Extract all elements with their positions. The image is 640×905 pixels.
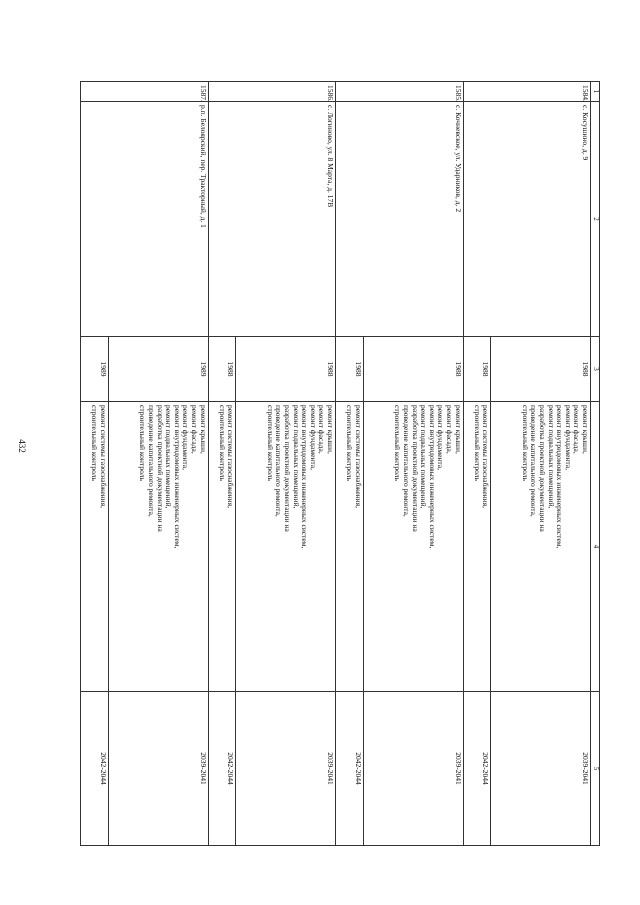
work-item: строительный контроль <box>472 405 482 481</box>
work-item: ремонт системы газоснабжения, <box>353 405 363 509</box>
period-cell: 2042-2044 <box>463 692 491 846</box>
table-row <box>363 82 463 846</box>
year-cell: 1988 <box>363 337 463 402</box>
repair-schedule-table <box>80 81 600 846</box>
work-item: ремонт фундамента, <box>436 405 446 470</box>
work-item: ремонт фасада, <box>317 405 327 454</box>
work-item: ремонт подвальных помещений, <box>546 405 556 509</box>
work-item: ремонт фасада, <box>189 405 199 454</box>
column-number-3: 3 <box>591 337 600 402</box>
work-item: ремонт системы газоснабжения, <box>226 405 236 509</box>
work-item: ремонт подвальных помещений, <box>291 405 301 509</box>
row-number: 1585. <box>336 82 463 102</box>
work-item: проведение капитального ремонта, <box>146 405 156 517</box>
work-item: ремонт крыши, <box>326 405 336 454</box>
period-cell: 2042-2044 <box>81 692 109 846</box>
work-item: строительный контроль <box>138 405 148 481</box>
period-cell: 2039-2041 <box>491 692 591 846</box>
work-item: ремонт крыши, <box>453 405 463 454</box>
work-item: разработка проектной документации на <box>410 405 420 532</box>
work-item: ремонт фасада, <box>572 405 582 454</box>
address-cell: с. Кочневское, ул. Ударников, д. 2 <box>336 102 463 337</box>
work-item: разработка проектной документации на <box>283 405 293 532</box>
work-item: ремонт системы газоснабжения, <box>481 405 491 509</box>
works-cell <box>108 402 208 692</box>
year-cell: 1988 <box>236 337 336 402</box>
column-number-row <box>591 82 600 846</box>
period-cell: 2039-2041 <box>236 692 336 846</box>
period-cell: 2042-2044 <box>208 692 236 846</box>
work-item: ремонт системы газоснабжения, <box>98 405 108 509</box>
work-item: ремонт подвальных помещений, <box>164 405 174 509</box>
period-cell: 2039-2041 <box>108 692 208 846</box>
table-row <box>108 82 208 846</box>
works-cell <box>336 402 364 692</box>
works-cell <box>363 402 463 692</box>
work-item: строительный контроль <box>393 405 403 481</box>
period-cell: 2042-2044 <box>336 692 364 846</box>
works-cell <box>208 402 236 692</box>
housing-repair-table-sheet <box>80 81 600 845</box>
table-row <box>236 82 336 846</box>
work-item: проведение капитального ремонта, <box>401 405 411 517</box>
year-cell: 1988 <box>336 337 364 402</box>
work-item: ремонт крыши, <box>198 405 208 454</box>
column-number-5: 5 <box>591 692 600 846</box>
page-number: 432 <box>17 439 27 453</box>
work-item: разработка проектной документации на <box>538 405 548 532</box>
work-item: ремонт внутридомовых инженерных систем, <box>427 405 437 549</box>
year-cell: 1988 <box>491 337 591 402</box>
work-item: ремонт внутридомовых инженерных систем, <box>555 405 565 549</box>
work-item: строительный контроль <box>217 405 227 481</box>
column-number-4: 4 <box>591 402 600 692</box>
row-number: 1587. <box>81 82 209 102</box>
address-cell: с. Косушино, д. 9 <box>463 102 590 337</box>
address-cell: р.п. Белоярский, пер. Тракторный, д. 1 <box>81 102 209 337</box>
row-number: 1584. <box>463 82 590 102</box>
work-item: ремонт внутридомовых инженерных систем, <box>172 405 182 549</box>
works-cell <box>81 402 109 692</box>
period-cell: 2039-2041 <box>363 692 463 846</box>
work-item: ремонт крыши, <box>581 405 590 454</box>
row-number: 1586. <box>208 82 335 102</box>
work-item: строительный контроль <box>90 405 100 481</box>
work-item: ремонт внутридомовых инженерных систем, <box>300 405 310 549</box>
work-item: ремонт фундамента, <box>181 405 191 470</box>
column-number-1: 1 <box>591 82 600 102</box>
works-cell <box>236 402 336 692</box>
work-item: ремонт фундамента, <box>563 405 573 470</box>
work-item: ремонт фасада, <box>444 405 454 454</box>
column-number-2: 2 <box>591 102 600 337</box>
work-item: строительный контроль <box>345 405 355 481</box>
work-item: разработка проектной документации на <box>155 405 165 532</box>
year-cell: 1988 <box>208 337 236 402</box>
work-item: строительный контроль <box>265 405 275 481</box>
table-row <box>491 82 591 846</box>
work-item: проведение капитального ремонта, <box>274 405 284 517</box>
work-item: проведение капитального ремонта, <box>529 405 539 517</box>
work-item: строительный контроль <box>520 405 530 481</box>
works-cell <box>463 402 491 692</box>
work-item: ремонт подвальных помещений, <box>419 405 429 509</box>
work-item: ремонт фундамента, <box>308 405 318 470</box>
year-cell: 1988 <box>463 337 491 402</box>
address-cell: с. Логиново, ул. 8 Марта, д. 17В <box>208 102 335 337</box>
year-cell: 1989 <box>108 337 208 402</box>
works-cell <box>491 402 591 692</box>
year-cell: 1989 <box>81 337 109 402</box>
